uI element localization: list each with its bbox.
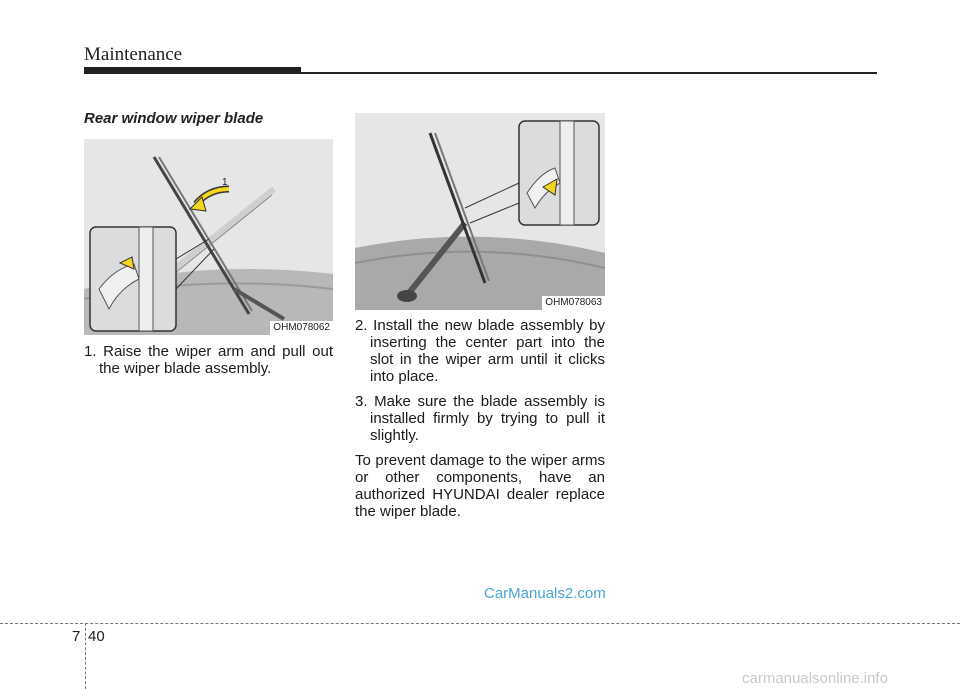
- watermark[interactable]: CarManuals2.com: [484, 585, 606, 602]
- header-rule: [84, 72, 877, 74]
- note-paragraph: To prevent damage to the wiper arms or other components, have an authorized HYUNDAI dealer replace the wiper blade.: [355, 452, 605, 520]
- wiper-illustration-2: [355, 113, 605, 310]
- wiper-illustration-1: [84, 139, 333, 335]
- section-title: Rear window wiper blade: [84, 110, 264, 127]
- figure-code-2: OHM078063: [542, 296, 605, 310]
- callout-number: 1: [222, 177, 228, 188]
- figure-remove-blade: [84, 139, 333, 335]
- footer-site[interactable]: carmanualsonline.info: [742, 670, 888, 687]
- footer-vertical-divider: [85, 623, 86, 689]
- page-number: 40: [88, 628, 105, 645]
- chapter-number: 7: [72, 628, 81, 645]
- footer-divider: [0, 623, 960, 624]
- text-column-left: [84, 343, 333, 385]
- step-3: 3. Make sure the blade assembly is installed firmly by trying to pull it slightly.: [355, 393, 605, 444]
- header-title: Maintenance: [84, 44, 183, 65]
- figure-install-blade: [355, 113, 605, 310]
- text-column-right: [355, 317, 605, 520]
- step-1: 1. Raise the wiper arm and pull out the wiper blade assembly.: [84, 343, 333, 377]
- step-2: 2. Install the new blade assembly by inserting the center part into the slot in the wiper arm until it clicks into place.: [355, 317, 605, 385]
- figure-code-1: OHM078062: [270, 321, 333, 335]
